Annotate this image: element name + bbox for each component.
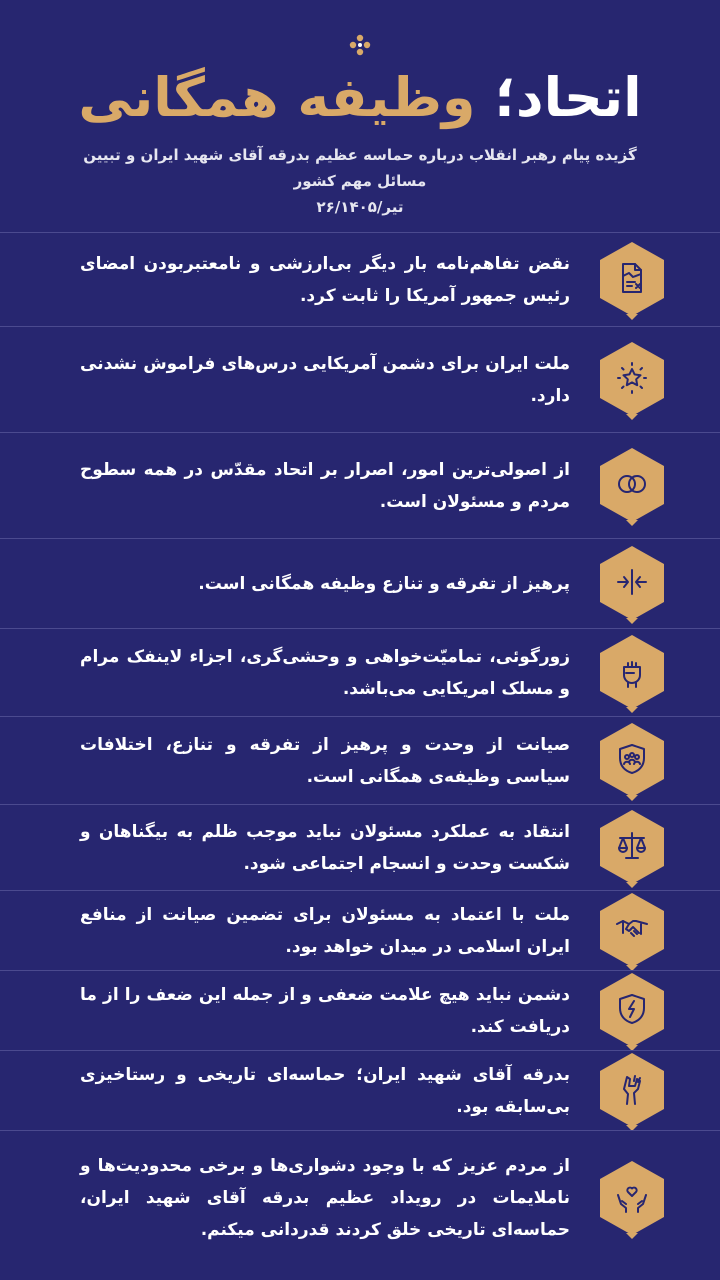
item-text: از اصولی‌ترین امور، اصرار بر اتحاد مقدّس در همه سطوح مردم و مسئولان است. [80,459,570,512]
item-text: بدرقه آقای شهید ایران؛ حماسه‌ای تاریخی و رستاخیزی بی‌سابقه بود. [80,1064,570,1117]
icon-badge [596,633,668,713]
page-subtitle: گزیده پیام رهبر انقلاب درباره حماسه عظیم بدرقه آقای شهید ایران و تبیین مسائل مهم کشور [83,146,637,190]
icon-badge [596,446,668,526]
item-text: انتقاد به عملکرد مسئولان نباید موجب ظلم به بیگناهان و شکست وحدت و انسجام اجتماعی شود. [80,821,570,874]
list-item [0,890,720,970]
item-text: ملت با اعتماد به مسئولان برای تضمین صیانت از منافع ایران اسلامی در میدان خواهد بود. [80,904,570,957]
icon-badge [596,240,668,320]
item-text: پرهیز از تفرقه و تنازع وظیفه همگانی است. [198,573,570,594]
title-part-2: وظیفه همگانی [78,66,476,129]
item-text: صیانت از وحدت و پرهیز از تفرقه و تنازع، اختلافات سیاسی وظیفه‌ی همگانی است. [80,734,570,787]
list-item [0,1050,720,1130]
shield-bolt-icon [614,991,650,1027]
torn-contract-icon [614,260,650,296]
hands-heart-icon [614,1179,650,1215]
item-text: نقض تفاهم‌نامه بار دیگر بی‌ارزشی و نامعتبربودن امضای رئیس جمهور آمریکا را ثابت کرد. [80,253,570,306]
item-text: دشمن نباید هیچ علامت ضعفی و از جمله این ضعف را از ما دریافت کند. [80,984,570,1037]
icon-badge [596,544,668,624]
linked-rings-icon [614,466,650,502]
item-text: زورگوئی، تمامیّت‌خواهی و وحشی‌گری، اجزاء لاینفک مرام و مسلک امریکایی می‌باشد. [80,646,570,699]
list-item [0,538,720,628]
page-date: ۲۶/تیر/۱۴۰۵ [316,198,404,216]
opposing-arrows-icon [614,564,650,600]
star-icon [614,360,650,396]
icon-badge [596,1159,668,1239]
item-text: از مردم عزیز که با وجود دشواری‌ها و برخی محدودیت‌ها و ناملایمات در رویداد عظیم بدرقه آقای شهید ایران، حماسه‌ای تاریخی خلق کردند قدردانی میکنم. [80,1156,570,1240]
icon-badge [596,1051,668,1131]
icon-badge [596,340,668,420]
list-item [0,432,720,538]
raised-fist-icon [614,653,650,689]
icon-badge [596,808,668,888]
list-item [0,628,720,716]
list-item [0,970,720,1050]
title-part-1: اتحاد؛ [494,66,642,129]
icon-badge [596,721,668,801]
statement-list [0,232,720,1265]
logo-icon [347,32,373,58]
list-item [0,716,720,804]
shield-people-icon [614,741,650,777]
scales-icon [614,828,650,864]
page-title [0,58,720,138]
list-item [0,232,720,326]
handshake-icon [614,911,650,947]
item-text: ملت ایران برای دشمن آمریکایی درس‌های فراموش نشدنی دارد. [80,353,570,406]
list-item [0,326,720,432]
list-item [0,804,720,890]
raised-hand-icon [614,1071,650,1107]
icon-badge [596,971,668,1051]
list-item [0,1130,720,1265]
icon-badge [596,891,668,971]
